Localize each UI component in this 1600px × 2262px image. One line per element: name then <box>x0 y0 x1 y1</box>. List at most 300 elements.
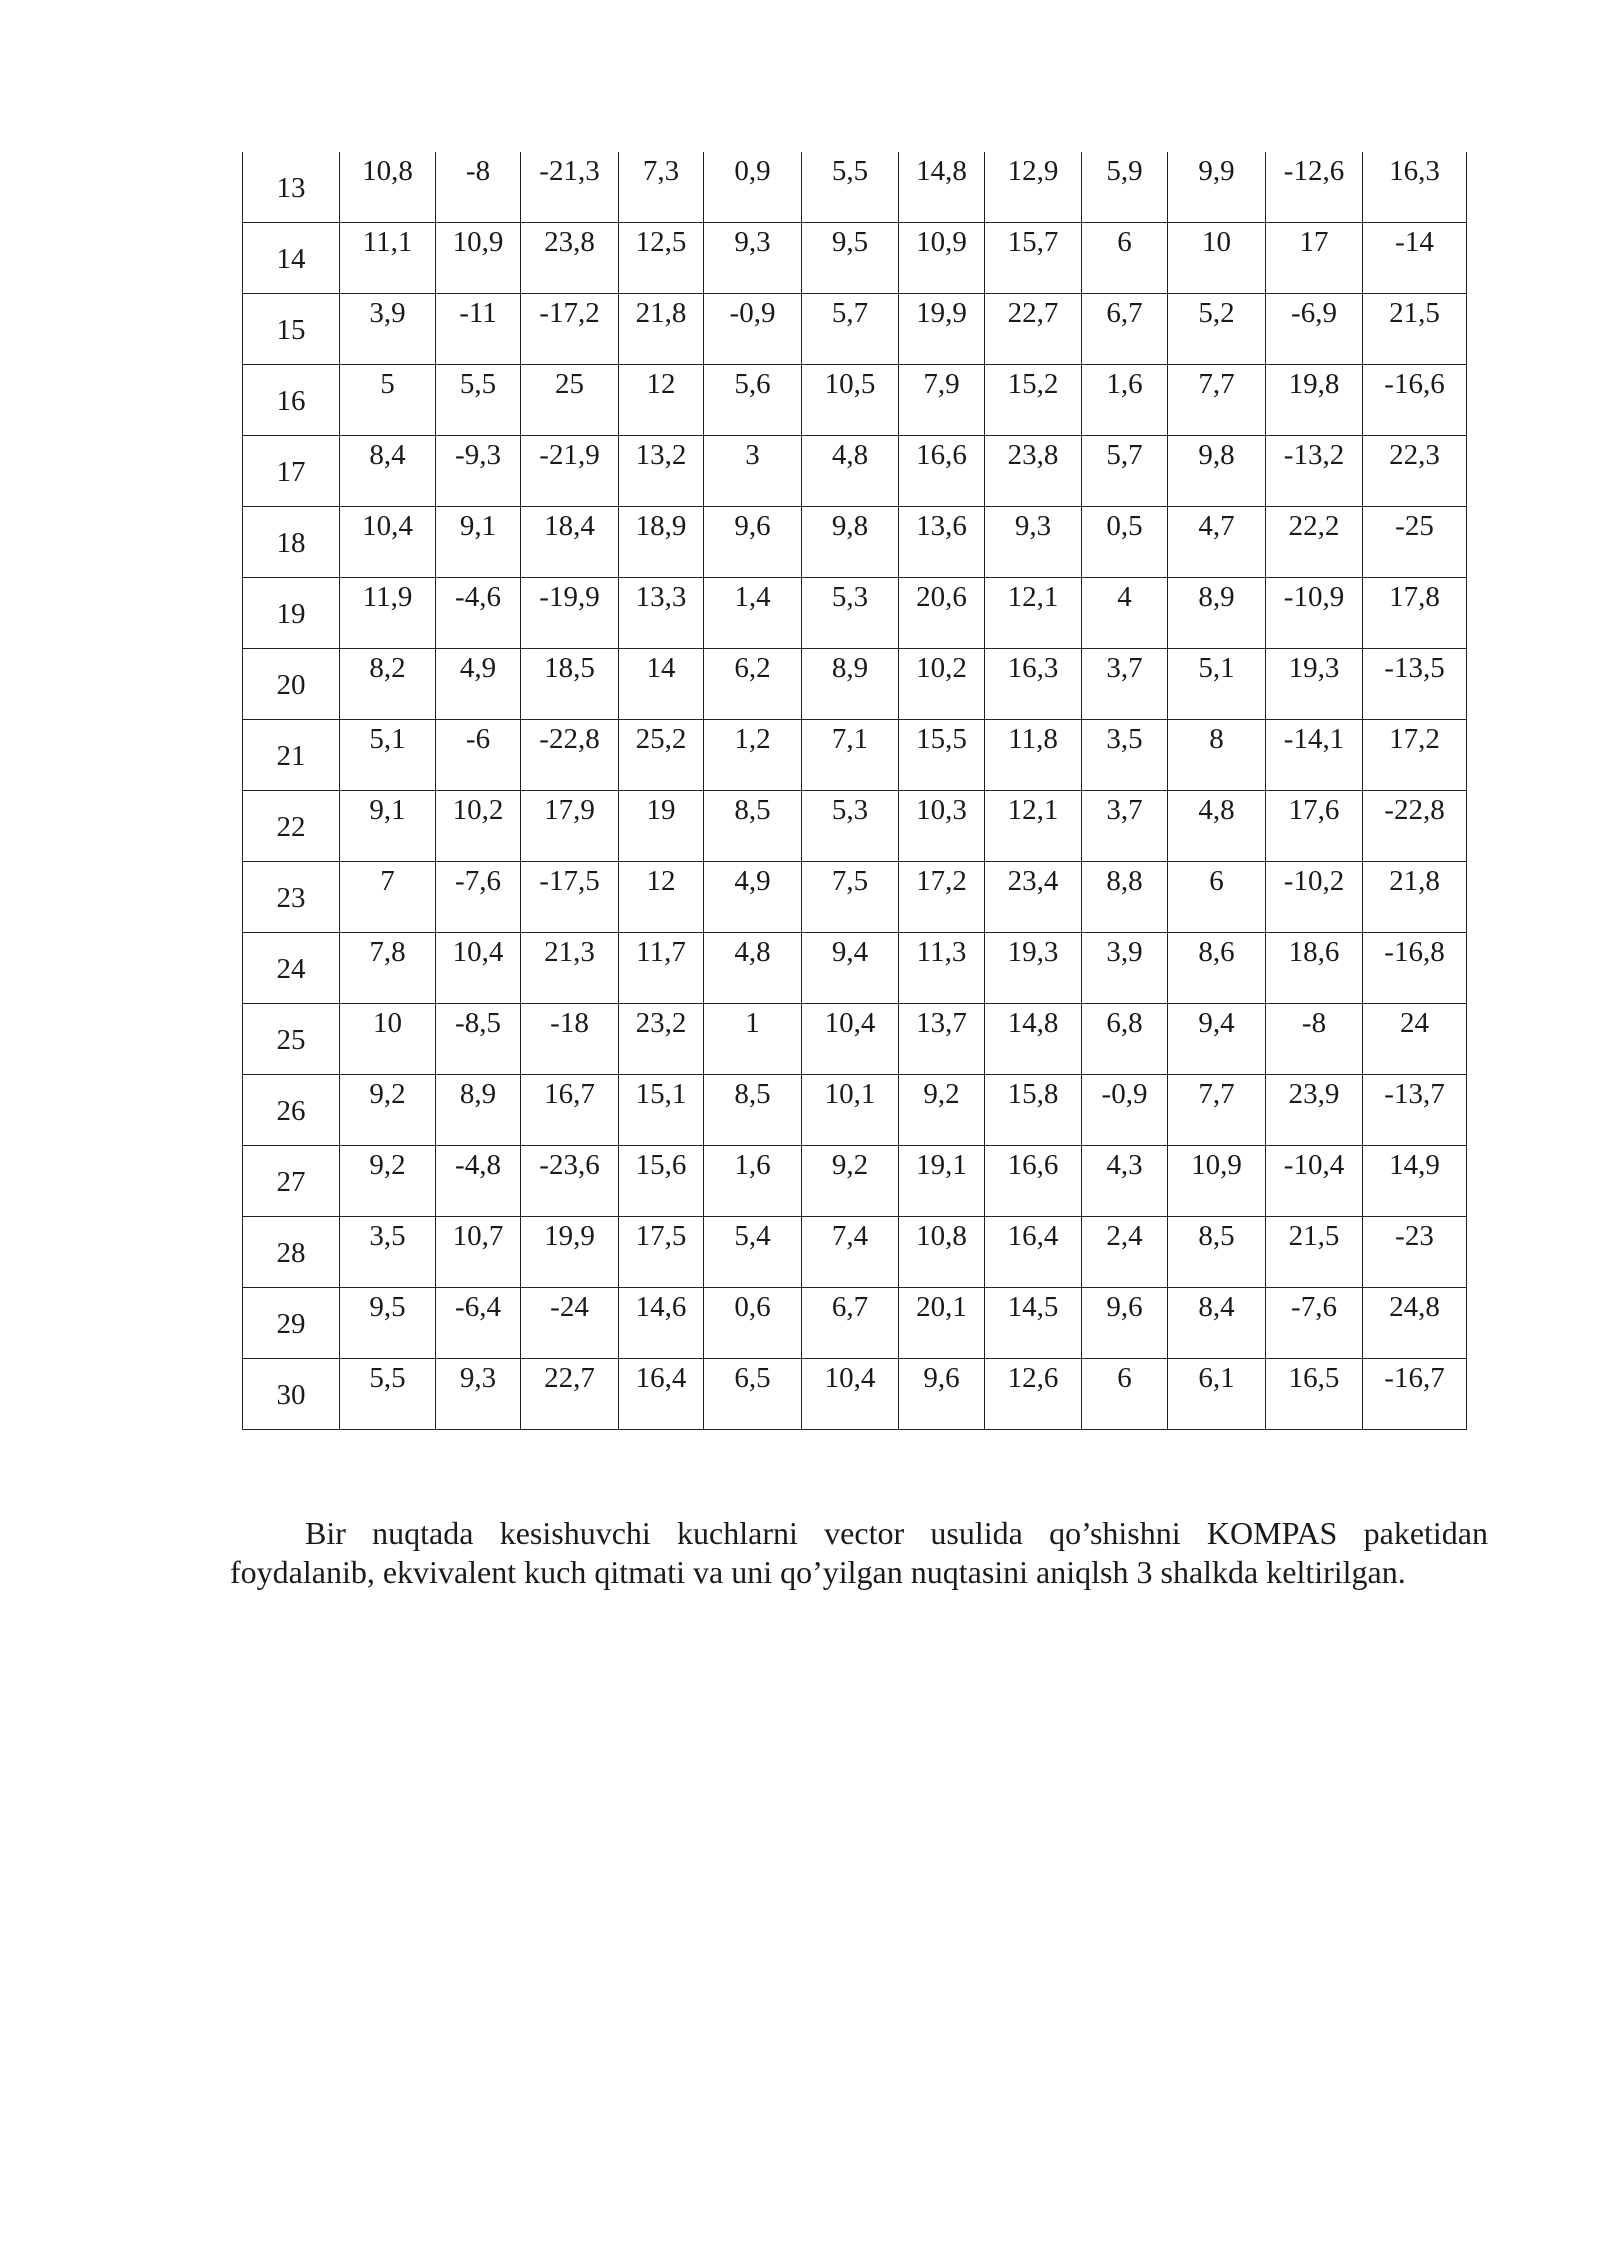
table-cell <box>1266 1146 1363 1217</box>
row-number-cell <box>243 862 340 933</box>
cell-value: 9,1 <box>369 794 406 826</box>
table-cell <box>436 791 521 862</box>
table-cell <box>1266 933 1363 1004</box>
table-cell <box>802 223 899 294</box>
cell-value: -0,9 <box>1101 1078 1148 1110</box>
cell-value: 9,4 <box>831 936 869 968</box>
cell-value: 7,9 <box>923 368 960 400</box>
table-cell <box>1082 1004 1168 1075</box>
cell-value: 9,8 <box>831 510 869 542</box>
table-cell <box>340 1075 436 1146</box>
table-cell <box>704 720 802 791</box>
table-cell <box>704 152 802 223</box>
cell-value: 15,8 <box>1007 1078 1059 1110</box>
table-row <box>243 1288 1467 1359</box>
table-cell <box>1082 862 1168 933</box>
table-cell <box>619 649 704 720</box>
cell-value: 4,8 <box>1198 794 1235 826</box>
table-cell <box>1363 649 1467 720</box>
cell-value: -9,3 <box>455 439 501 471</box>
cell-value: 18,6 <box>1288 936 1340 968</box>
table-cell <box>1168 294 1266 365</box>
cell-value: 4,9 <box>459 652 497 684</box>
table-cell <box>899 862 985 933</box>
table-cell <box>340 507 436 578</box>
table-cell <box>1082 649 1168 720</box>
cell-value: 5,2 <box>1198 297 1235 329</box>
cell-value: 18,4 <box>544 510 595 542</box>
row-number-cell <box>243 649 340 720</box>
cell-value: 6 <box>1117 226 1132 258</box>
table-cell <box>1266 862 1363 933</box>
table-cell <box>340 649 436 720</box>
table-cell <box>1082 791 1168 862</box>
table-cell <box>521 649 619 720</box>
cell-value: 13,7 <box>916 1007 967 1039</box>
table-cell <box>899 294 985 365</box>
cell-value: 14 <box>646 652 676 684</box>
cell-value: 6,7 <box>1106 297 1143 329</box>
cell-value: -11 <box>459 297 497 329</box>
cell-value: 8,4 <box>369 439 406 471</box>
table-cell <box>436 862 521 933</box>
table-cell <box>1082 436 1168 507</box>
cell-value: 7,3 <box>642 155 680 187</box>
table-row <box>243 223 1467 294</box>
row-number-cell <box>243 1146 340 1217</box>
cell-value: 19,3 <box>1288 652 1340 684</box>
table-cell <box>1363 933 1467 1004</box>
table-cell <box>1168 1359 1266 1430</box>
table-cell <box>340 720 436 791</box>
table-cell <box>619 578 704 649</box>
cell-value: 8,2 <box>369 652 406 684</box>
table-row <box>243 1146 1467 1217</box>
table-cell <box>1168 507 1266 578</box>
cell-value: -6,4 <box>455 1291 501 1323</box>
cell-value: 0,9 <box>734 155 771 187</box>
table-cell <box>521 791 619 862</box>
cell-value: 3,9 <box>1106 936 1143 968</box>
cell-value: -13,7 <box>1384 1078 1445 1110</box>
cell-value: 20,6 <box>916 581 967 613</box>
cell-value: 16,6 <box>1007 1149 1059 1181</box>
table-cell <box>340 152 436 223</box>
table-cell <box>436 436 521 507</box>
cell-value: 16,5 <box>1288 1362 1340 1394</box>
cell-value: 24 <box>1400 1007 1429 1039</box>
cell-value: 18,9 <box>635 510 687 542</box>
cell-value: 14,9 <box>1389 1149 1440 1181</box>
row-number: 18 <box>276 527 306 559</box>
table-cell <box>619 933 704 1004</box>
cell-value: 9,9 <box>1198 155 1235 187</box>
row-number-cell <box>243 1359 340 1430</box>
table-cell <box>802 507 899 578</box>
cell-value: 9,3 <box>1014 510 1052 542</box>
table-cell <box>1082 720 1168 791</box>
table-cell <box>1363 720 1467 791</box>
table-cell <box>704 933 802 1004</box>
row-number-cell <box>243 720 340 791</box>
row-number-cell <box>243 1217 340 1288</box>
table-cell <box>802 1004 899 1075</box>
cell-value: 12,6 <box>1007 1362 1059 1394</box>
table-cell <box>704 791 802 862</box>
cell-value: 22,2 <box>1288 510 1340 542</box>
cell-value: 7,8 <box>369 936 406 968</box>
table-cell <box>436 720 521 791</box>
table-cell <box>619 365 704 436</box>
cell-value: 1,6 <box>734 1149 771 1181</box>
cell-value: 5,1 <box>1198 652 1235 684</box>
row-number: 23 <box>276 882 306 914</box>
table-cell <box>802 1075 899 1146</box>
table-cell <box>704 436 802 507</box>
cell-value: 9,2 <box>369 1078 406 1110</box>
table-cell <box>1363 365 1467 436</box>
cell-value: 11,1 <box>362 226 413 258</box>
cell-value: 8,5 <box>734 794 771 826</box>
table-cell <box>1082 365 1168 436</box>
table-cell <box>1266 1359 1363 1430</box>
table-cell <box>340 365 436 436</box>
cell-value: 19,9 <box>916 297 967 329</box>
cell-value: 19,1 <box>916 1149 967 1181</box>
cell-value: 12,1 <box>1007 581 1059 613</box>
cell-value: 16,3 <box>1007 652 1059 684</box>
table-cell <box>1168 933 1266 1004</box>
table-cell <box>521 1359 619 1430</box>
row-number: 26 <box>276 1095 306 1127</box>
table-cell <box>1266 365 1363 436</box>
cell-value: -22,8 <box>539 723 600 755</box>
row-number: 30 <box>276 1379 306 1411</box>
cell-value: -6,9 <box>1291 297 1337 329</box>
cell-value: 1,4 <box>734 581 771 613</box>
table-cell <box>704 294 802 365</box>
table-cell <box>802 578 899 649</box>
cell-value: -6 <box>465 723 491 755</box>
table-cell <box>1168 791 1266 862</box>
table-cell <box>340 1146 436 1217</box>
cell-value: 13,6 <box>916 510 967 542</box>
cell-value: 8,5 <box>734 1078 771 1110</box>
table-cell <box>1168 436 1266 507</box>
table-cell <box>1082 1217 1168 1288</box>
table-cell <box>1266 649 1363 720</box>
table-cell <box>436 649 521 720</box>
table-cell <box>619 1288 704 1359</box>
table-row <box>243 1075 1467 1146</box>
cell-value: 3,9 <box>369 297 406 329</box>
cell-value: 6 <box>1117 1362 1132 1394</box>
cell-value: 24,8 <box>1389 1291 1440 1323</box>
table-cell <box>340 436 436 507</box>
cell-value: 7,4 <box>831 1220 869 1252</box>
table-cell <box>1363 578 1467 649</box>
table-cell <box>619 862 704 933</box>
cell-value: 13,3 <box>635 581 687 613</box>
table-cell <box>1363 1004 1467 1075</box>
table-cell <box>340 862 436 933</box>
table-cell <box>802 365 899 436</box>
table-cell <box>521 436 619 507</box>
cell-value: 23,8 <box>1007 439 1059 471</box>
table-row <box>243 294 1467 365</box>
cell-value: 5,5 <box>831 155 869 187</box>
cell-value: 9,2 <box>369 1149 406 1181</box>
table-cell <box>1168 578 1266 649</box>
cell-value: 9,6 <box>923 1362 960 1394</box>
cell-value: 16,4 <box>635 1362 687 1394</box>
cell-value: 5,7 <box>1106 439 1143 471</box>
table-cell <box>1363 152 1467 223</box>
table-cell <box>1168 223 1266 294</box>
cell-value: 6,7 <box>831 1291 869 1323</box>
cell-value: 9,5 <box>831 226 869 258</box>
table-cell <box>619 1217 704 1288</box>
cell-value: -10,9 <box>1283 581 1345 613</box>
table-cell <box>619 791 704 862</box>
cell-value: -8 <box>465 155 491 187</box>
cell-value: 11,9 <box>362 581 413 613</box>
cell-value: 23,4 <box>1007 865 1059 897</box>
table-cell <box>899 649 985 720</box>
cell-value: 10,5 <box>824 368 876 400</box>
table-cell <box>340 1217 436 1288</box>
cell-value: 14,8 <box>1007 1007 1059 1039</box>
table-cell <box>1082 1359 1168 1430</box>
cell-value: 19,3 <box>1007 936 1059 968</box>
table-cell <box>704 1146 802 1217</box>
cell-value: 9,2 <box>831 1149 869 1181</box>
table-cell <box>899 1288 985 1359</box>
table-cell <box>802 933 899 1004</box>
table-cell <box>899 436 985 507</box>
table-cell <box>521 933 619 1004</box>
table-cell <box>619 507 704 578</box>
table-cell <box>521 1146 619 1217</box>
table-cell <box>619 436 704 507</box>
table-cell <box>899 507 985 578</box>
table-cell <box>985 1004 1082 1075</box>
table-cell <box>340 294 436 365</box>
table-cell <box>1168 1288 1266 1359</box>
table-cell <box>619 1004 704 1075</box>
table-cell <box>521 1217 619 1288</box>
row-number: 25 <box>276 1024 306 1056</box>
table-row <box>243 649 1467 720</box>
table-cell <box>704 1004 802 1075</box>
table-cell <box>899 791 985 862</box>
cell-value: -4,6 <box>455 581 501 613</box>
table-cell <box>521 720 619 791</box>
table-body <box>243 152 1467 1430</box>
cell-value: 14,6 <box>635 1291 687 1323</box>
cell-value: 8,5 <box>1198 1220 1235 1252</box>
cell-value: 7,5 <box>831 865 869 897</box>
cell-value: 5,7 <box>831 297 869 329</box>
cell-value: 21,8 <box>1389 865 1440 897</box>
cell-value: 8,8 <box>1106 865 1143 897</box>
table-cell <box>340 223 436 294</box>
cell-value: 4,8 <box>831 439 869 471</box>
cell-value: 6,5 <box>734 1362 771 1394</box>
table-cell <box>1082 578 1168 649</box>
cell-value: -8 <box>1301 1007 1327 1039</box>
table-cell <box>802 1146 899 1217</box>
cell-value: 6,8 <box>1106 1007 1143 1039</box>
table-cell <box>1363 862 1467 933</box>
cell-value: -4,8 <box>455 1149 501 1181</box>
table-cell <box>985 436 1082 507</box>
cell-value: 11,3 <box>916 936 967 968</box>
cell-value: 21,8 <box>635 297 687 329</box>
table-cell <box>340 1359 436 1430</box>
cell-value: 10 <box>1202 226 1231 258</box>
cell-value: 10,9 <box>1191 1149 1242 1181</box>
table-cell <box>1363 223 1467 294</box>
cell-value: 3,5 <box>1106 723 1143 755</box>
table-cell <box>704 862 802 933</box>
row-number: 21 <box>276 740 306 772</box>
cell-value: 12 <box>646 865 676 897</box>
cell-value: -7,6 <box>455 865 501 897</box>
table-cell <box>985 294 1082 365</box>
table-cell <box>899 152 985 223</box>
row-number-cell <box>243 365 340 436</box>
table-cell <box>1082 294 1168 365</box>
table-cell <box>704 1217 802 1288</box>
table-cell <box>1168 1217 1266 1288</box>
row-number-cell <box>243 507 340 578</box>
row-number: 29 <box>276 1308 306 1340</box>
cell-value: 10,8 <box>362 155 413 187</box>
table-row <box>243 365 1467 436</box>
table-cell <box>985 1217 1082 1288</box>
table-cell <box>1363 1288 1467 1359</box>
table-cell <box>521 223 619 294</box>
table-cell <box>619 1359 704 1430</box>
table-cell <box>899 365 985 436</box>
cell-value: 25 <box>555 368 584 400</box>
table-cell <box>1266 436 1363 507</box>
cell-value: 10,9 <box>916 226 967 258</box>
row-number: 13 <box>276 172 306 204</box>
cell-value: 1 <box>745 1007 760 1039</box>
table-cell <box>704 1075 802 1146</box>
table-cell <box>1082 223 1168 294</box>
cell-value: 16,6 <box>916 439 967 471</box>
body-paragraph: Bir nuqtada kesishuvchi kuchlarni vector usulida qo’shishni KOMPAS paketidan foydalanib, ekvivalent kuch qitmati va uni qo’yilgan nuqtasini aniqlsh 3 shalkda keltirilgan. <box>230 1515 1488 1590</box>
cell-value: -14,1 <box>1283 723 1345 755</box>
cell-value: 3,7 <box>1106 794 1143 826</box>
row-number: 27 <box>276 1166 306 1198</box>
cell-value: -17,5 <box>539 865 600 897</box>
table-cell <box>521 1004 619 1075</box>
table-cell <box>436 1075 521 1146</box>
table-cell <box>802 1359 899 1430</box>
table-cell <box>521 1075 619 1146</box>
cell-value: 23,8 <box>544 226 595 258</box>
cell-value: 8,6 <box>1198 936 1235 968</box>
table-cell <box>1168 1075 1266 1146</box>
cell-value: -23,6 <box>539 1149 600 1181</box>
cell-value: -10,4 <box>1283 1149 1345 1181</box>
table-cell <box>802 1217 899 1288</box>
table-cell <box>704 578 802 649</box>
table-cell <box>899 1217 985 1288</box>
table-cell <box>704 507 802 578</box>
table-row <box>243 720 1467 791</box>
cell-value: 10,7 <box>452 1220 504 1252</box>
table-cell <box>899 223 985 294</box>
table-cell <box>985 933 1082 1004</box>
cell-value: 20,1 <box>916 1291 967 1323</box>
cell-value: 9,6 <box>734 510 771 542</box>
cell-value: 5,5 <box>369 1362 406 1394</box>
cell-value: 18,5 <box>544 652 595 684</box>
cell-value: 22,7 <box>544 1362 595 1394</box>
table-cell <box>619 1146 704 1217</box>
table-cell <box>1363 1075 1467 1146</box>
row-number-cell <box>243 223 340 294</box>
cell-value: 1,2 <box>734 723 771 755</box>
table-cell <box>340 578 436 649</box>
table-cell <box>899 933 985 1004</box>
cell-value: 10,3 <box>916 794 967 826</box>
cell-value: 10,4 <box>824 1362 876 1394</box>
table-cell <box>1363 1146 1467 1217</box>
table-cell <box>340 1288 436 1359</box>
table-cell <box>1082 507 1168 578</box>
table-cell <box>985 152 1082 223</box>
cell-value: 6 <box>1209 865 1224 897</box>
cell-value: -21,9 <box>539 439 600 471</box>
cell-value: 5,1 <box>369 723 406 755</box>
table-cell <box>802 649 899 720</box>
table-cell <box>619 1075 704 1146</box>
table-cell <box>1363 791 1467 862</box>
table-cell <box>985 649 1082 720</box>
table-cell <box>436 1359 521 1430</box>
row-number: 16 <box>276 385 306 417</box>
row-number: 17 <box>276 456 306 488</box>
table-cell <box>1168 1004 1266 1075</box>
table-cell <box>1266 578 1363 649</box>
table-row <box>243 507 1467 578</box>
cell-value: 5,3 <box>831 794 869 826</box>
table-cell <box>802 720 899 791</box>
table-cell <box>436 933 521 1004</box>
cell-value: 9,4 <box>1198 1007 1235 1039</box>
table-cell <box>1168 720 1266 791</box>
cell-value: 14,8 <box>916 155 967 187</box>
cell-value: 7,1 <box>831 723 869 755</box>
table-row <box>243 1004 1467 1075</box>
table-cell <box>985 1146 1082 1217</box>
cell-value: 15,7 <box>1007 226 1059 258</box>
table-cell <box>436 1004 521 1075</box>
table-cell <box>521 1288 619 1359</box>
table-cell <box>985 791 1082 862</box>
cell-value: 17,5 <box>635 1220 687 1252</box>
table-cell <box>1363 294 1467 365</box>
row-number: 24 <box>276 953 306 985</box>
table-row <box>243 791 1467 862</box>
table-cell <box>985 1075 1082 1146</box>
